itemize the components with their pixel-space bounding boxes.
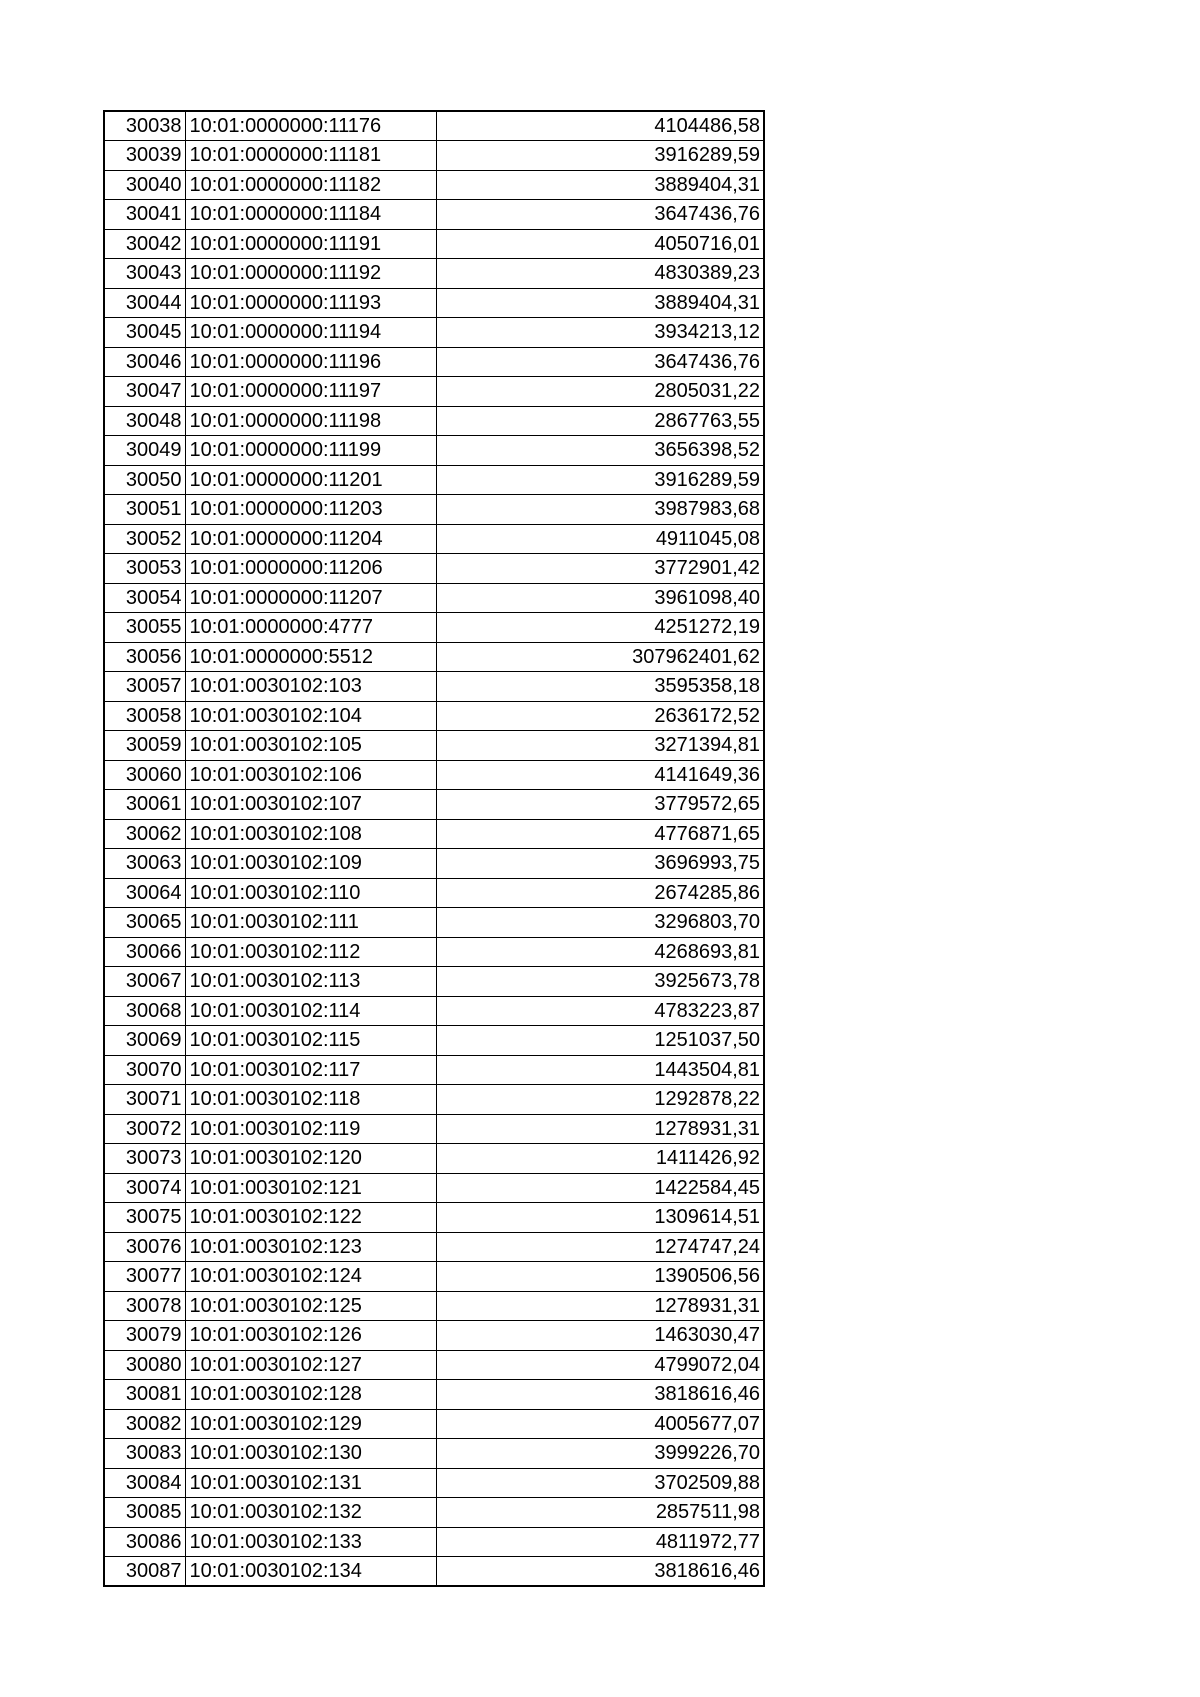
- table-row: [104, 1380, 764, 1410]
- value-cell: 3999226,70: [436, 1439, 764, 1469]
- table-row: [104, 1055, 764, 1085]
- table-row: [104, 760, 764, 790]
- table-row: [104, 1173, 764, 1203]
- row-number-cell: 30075: [104, 1203, 185, 1233]
- row-number-cell: 30052: [104, 524, 185, 554]
- table-row: [104, 1144, 764, 1174]
- table-row: [104, 731, 764, 761]
- row-number-cell: 30053: [104, 554, 185, 584]
- value-cell: 1278931,31: [436, 1291, 764, 1321]
- value-cell: 4911045,08: [436, 524, 764, 554]
- table-row: [104, 170, 764, 200]
- value-cell: 3916289,59: [436, 141, 764, 171]
- cadastral-code-cell: 10:01:0000000:11203: [185, 495, 436, 525]
- cadastral-code-cell: 10:01:0000000:11196: [185, 347, 436, 377]
- value-cell: 3925673,78: [436, 967, 764, 997]
- cadastral-code-cell: 10:01:0000000:11176: [185, 111, 436, 141]
- table-row: [104, 318, 764, 348]
- cadastral-code-cell: 10:01:0030102:124: [185, 1262, 436, 1292]
- row-number-cell: 30067: [104, 967, 185, 997]
- row-number-cell: 30086: [104, 1527, 185, 1557]
- cadastral-code-cell: 10:01:0030102:123: [185, 1232, 436, 1262]
- table-row: [104, 1085, 764, 1115]
- value-cell: 3916289,59: [436, 465, 764, 495]
- row-number-cell: 30054: [104, 583, 185, 613]
- table-row: [104, 642, 764, 672]
- table-row: [104, 141, 764, 171]
- value-cell: 2857511,98: [436, 1498, 764, 1528]
- value-cell: 3647436,76: [436, 347, 764, 377]
- table-row: [104, 1114, 764, 1144]
- cadastral-code-cell: 10:01:0000000:11201: [185, 465, 436, 495]
- cadastral-code-cell: 10:01:0000000:11194: [185, 318, 436, 348]
- value-cell: 3889404,31: [436, 288, 764, 318]
- cadastral-code-cell: 10:01:0030102:118: [185, 1085, 436, 1115]
- value-cell: 4251272,19: [436, 613, 764, 643]
- cadastral-code-cell: 10:01:0000000:4777: [185, 613, 436, 643]
- row-number-cell: 30040: [104, 170, 185, 200]
- row-number-cell: 30062: [104, 819, 185, 849]
- cadastral-code-cell: 10:01:0000000:11192: [185, 259, 436, 289]
- cadastral-code-cell: 10:01:0030102:117: [185, 1055, 436, 1085]
- value-cell: 2636172,52: [436, 701, 764, 731]
- table-row: [104, 288, 764, 318]
- cadastral-code-cell: 10:01:0030102:127: [185, 1350, 436, 1380]
- row-number-cell: 30058: [104, 701, 185, 731]
- cadastral-code-cell: 10:01:0030102:131: [185, 1468, 436, 1498]
- cadastral-code-cell: 10:01:0000000:11191: [185, 229, 436, 259]
- cadastral-code-cell: 10:01:0000000:11206: [185, 554, 436, 584]
- table-row: [104, 406, 764, 436]
- row-number-cell: 30080: [104, 1350, 185, 1380]
- cadastral-code-cell: 10:01:0000000:11207: [185, 583, 436, 613]
- table-row: [104, 967, 764, 997]
- cadastral-code-cell: 10:01:0000000:11182: [185, 170, 436, 200]
- table-row: [104, 996, 764, 1026]
- value-cell: 1251037,50: [436, 1026, 764, 1056]
- table-row: [104, 1409, 764, 1439]
- table-row: [104, 524, 764, 554]
- value-cell: 1411426,92: [436, 1144, 764, 1174]
- row-number-cell: 30079: [104, 1321, 185, 1351]
- cadastral-code-cell: 10:01:0030102:122: [185, 1203, 436, 1233]
- table-row: [104, 1468, 764, 1498]
- cadastral-code-cell: 10:01:0030102:125: [185, 1291, 436, 1321]
- cadastral-code-cell: 10:01:0000000:11204: [185, 524, 436, 554]
- cadastral-code-cell: 10:01:0030102:134: [185, 1557, 436, 1587]
- table-row: [104, 1203, 764, 1233]
- cadastral-code-cell: 10:01:0030102:120: [185, 1144, 436, 1174]
- value-cell: 3779572,65: [436, 790, 764, 820]
- table-row: [104, 465, 764, 495]
- table-row: [104, 672, 764, 702]
- row-number-cell: 30065: [104, 908, 185, 938]
- row-number-cell: 30057: [104, 672, 185, 702]
- value-cell: 4830389,23: [436, 259, 764, 289]
- value-cell: 4811972,77: [436, 1527, 764, 1557]
- value-cell: 2867763,55: [436, 406, 764, 436]
- value-cell: 4799072,04: [436, 1350, 764, 1380]
- cadastral-code-cell: 10:01:0000000:11184: [185, 200, 436, 230]
- table-row: [104, 701, 764, 731]
- cadastral-code-cell: 10:01:0030102:107: [185, 790, 436, 820]
- table-row: [104, 937, 764, 967]
- value-cell: 3818616,46: [436, 1380, 764, 1410]
- value-cell: 4104486,58: [436, 111, 764, 141]
- table-row: [104, 1321, 764, 1351]
- table-row: [104, 200, 764, 230]
- table-row: [104, 347, 764, 377]
- value-cell: 4141649,36: [436, 760, 764, 790]
- value-cell: 1274747,24: [436, 1232, 764, 1262]
- value-cell: 3696993,75: [436, 849, 764, 879]
- cadastral-code-cell: 10:01:0030102:109: [185, 849, 436, 879]
- row-number-cell: 30076: [104, 1232, 185, 1262]
- table-row: [104, 436, 764, 466]
- row-number-cell: 30078: [104, 1291, 185, 1321]
- value-cell: 307962401,62: [436, 642, 764, 672]
- row-number-cell: 30061: [104, 790, 185, 820]
- table-row: [104, 878, 764, 908]
- data-table: [103, 110, 765, 1587]
- cadastral-code-cell: 10:01:0000000:11193: [185, 288, 436, 318]
- cadastral-code-cell: 10:01:0030102:103: [185, 672, 436, 702]
- table-row: [104, 259, 764, 289]
- row-number-cell: 30038: [104, 111, 185, 141]
- value-cell: 1309614,51: [436, 1203, 764, 1233]
- row-number-cell: 30055: [104, 613, 185, 643]
- cadastral-code-cell: 10:01:0030102:126: [185, 1321, 436, 1351]
- table-row: [104, 790, 764, 820]
- value-cell: 1463030,47: [436, 1321, 764, 1351]
- table-row: [104, 1557, 764, 1587]
- table-row: [104, 1527, 764, 1557]
- value-cell: 4783223,87: [436, 996, 764, 1026]
- cadastral-code-cell: 10:01:0030102:121: [185, 1173, 436, 1203]
- row-number-cell: 30073: [104, 1144, 185, 1174]
- value-cell: 3296803,70: [436, 908, 764, 938]
- table-row: [104, 229, 764, 259]
- value-cell: 3647436,76: [436, 200, 764, 230]
- cadastral-code-cell: 10:01:0000000:11199: [185, 436, 436, 466]
- cadastral-code-cell: 10:01:0030102:113: [185, 967, 436, 997]
- row-number-cell: 30069: [104, 1026, 185, 1056]
- cadastral-code-cell: 10:01:0030102:119: [185, 1114, 436, 1144]
- row-number-cell: 30051: [104, 495, 185, 525]
- cadastral-code-cell: 10:01:0030102:115: [185, 1026, 436, 1056]
- row-number-cell: 30072: [104, 1114, 185, 1144]
- table-row: [104, 1498, 764, 1528]
- value-cell: 4776871,65: [436, 819, 764, 849]
- table-row: [104, 1262, 764, 1292]
- row-number-cell: 30081: [104, 1380, 185, 1410]
- value-cell: 3271394,81: [436, 731, 764, 761]
- row-number-cell: 30045: [104, 318, 185, 348]
- row-number-cell: 30048: [104, 406, 185, 436]
- cadastral-code-cell: 10:01:0030102:110: [185, 878, 436, 908]
- value-cell: 3934213,12: [436, 318, 764, 348]
- row-number-cell: 30042: [104, 229, 185, 259]
- row-number-cell: 30046: [104, 347, 185, 377]
- table-row: [104, 1439, 764, 1469]
- table-row: [104, 1350, 764, 1380]
- cadastral-code-cell: 10:01:0030102:112: [185, 937, 436, 967]
- cadastral-code-cell: 10:01:0030102:128: [185, 1380, 436, 1410]
- table-row: [104, 908, 764, 938]
- table-row: [104, 613, 764, 643]
- row-number-cell: 30068: [104, 996, 185, 1026]
- row-number-cell: 30060: [104, 760, 185, 790]
- row-number-cell: 30050: [104, 465, 185, 495]
- row-number-cell: 30056: [104, 642, 185, 672]
- cadastral-code-cell: 10:01:0030102:111: [185, 908, 436, 938]
- value-cell: 1292878,22: [436, 1085, 764, 1115]
- table-row: [104, 1026, 764, 1056]
- cadastral-code-cell: 10:01:0030102:105: [185, 731, 436, 761]
- table-row: [104, 554, 764, 584]
- cadastral-code-cell: 10:01:0030102:132: [185, 1498, 436, 1528]
- cadastral-code-cell: 10:01:0030102:133: [185, 1527, 436, 1557]
- cadastral-code-cell: 10:01:0000000:5512: [185, 642, 436, 672]
- cadastral-code-cell: 10:01:0030102:114: [185, 996, 436, 1026]
- row-number-cell: 30066: [104, 937, 185, 967]
- row-number-cell: 30085: [104, 1498, 185, 1528]
- row-number-cell: 30047: [104, 377, 185, 407]
- row-number-cell: 30064: [104, 878, 185, 908]
- row-number-cell: 30049: [104, 436, 185, 466]
- value-cell: 3961098,40: [436, 583, 764, 613]
- row-number-cell: 30077: [104, 1262, 185, 1292]
- row-number-cell: 30083: [104, 1439, 185, 1469]
- value-cell: 2805031,22: [436, 377, 764, 407]
- value-cell: 4050716,01: [436, 229, 764, 259]
- cadastral-code-cell: 10:01:0000000:11198: [185, 406, 436, 436]
- row-number-cell: 30043: [104, 259, 185, 289]
- value-cell: 1278931,31: [436, 1114, 764, 1144]
- cadastral-code-cell: 10:01:0000000:11197: [185, 377, 436, 407]
- row-number-cell: 30044: [104, 288, 185, 318]
- table-row: [104, 849, 764, 879]
- value-cell: 1390506,56: [436, 1262, 764, 1292]
- row-number-cell: 30084: [104, 1468, 185, 1498]
- cadastral-code-cell: 10:01:0030102:104: [185, 701, 436, 731]
- value-cell: 2674285,86: [436, 878, 764, 908]
- row-number-cell: 30087: [104, 1557, 185, 1587]
- value-cell: 1422584,45: [436, 1173, 764, 1203]
- value-cell: 3818616,46: [436, 1557, 764, 1587]
- cadastral-code-cell: 10:01:0030102:106: [185, 760, 436, 790]
- value-cell: 3595358,18: [436, 672, 764, 702]
- table-body: [104, 111, 764, 1586]
- row-number-cell: 30063: [104, 849, 185, 879]
- cadastral-code-cell: 10:01:0000000:11181: [185, 141, 436, 171]
- row-number-cell: 30071: [104, 1085, 185, 1115]
- table-row: [104, 1232, 764, 1262]
- table-row: [104, 111, 764, 141]
- value-cell: 4268693,81: [436, 937, 764, 967]
- table-row: [104, 377, 764, 407]
- value-cell: 4005677,07: [436, 1409, 764, 1439]
- row-number-cell: 30039: [104, 141, 185, 171]
- value-cell: 1443504,81: [436, 1055, 764, 1085]
- value-cell: 3702509,88: [436, 1468, 764, 1498]
- value-cell: 3772901,42: [436, 554, 764, 584]
- value-cell: 3987983,68: [436, 495, 764, 525]
- value-cell: 3656398,52: [436, 436, 764, 466]
- row-number-cell: 30074: [104, 1173, 185, 1203]
- value-cell: 3889404,31: [436, 170, 764, 200]
- row-number-cell: 30070: [104, 1055, 185, 1085]
- row-number-cell: 30082: [104, 1409, 185, 1439]
- row-number-cell: 30041: [104, 200, 185, 230]
- table-row: [104, 583, 764, 613]
- table-row: [104, 1291, 764, 1321]
- cadastral-code-cell: 10:01:0030102:108: [185, 819, 436, 849]
- table-row: [104, 495, 764, 525]
- table-row: [104, 819, 764, 849]
- cadastral-code-cell: 10:01:0030102:130: [185, 1439, 436, 1469]
- cadastral-code-cell: 10:01:0030102:129: [185, 1409, 436, 1439]
- row-number-cell: 30059: [104, 731, 185, 761]
